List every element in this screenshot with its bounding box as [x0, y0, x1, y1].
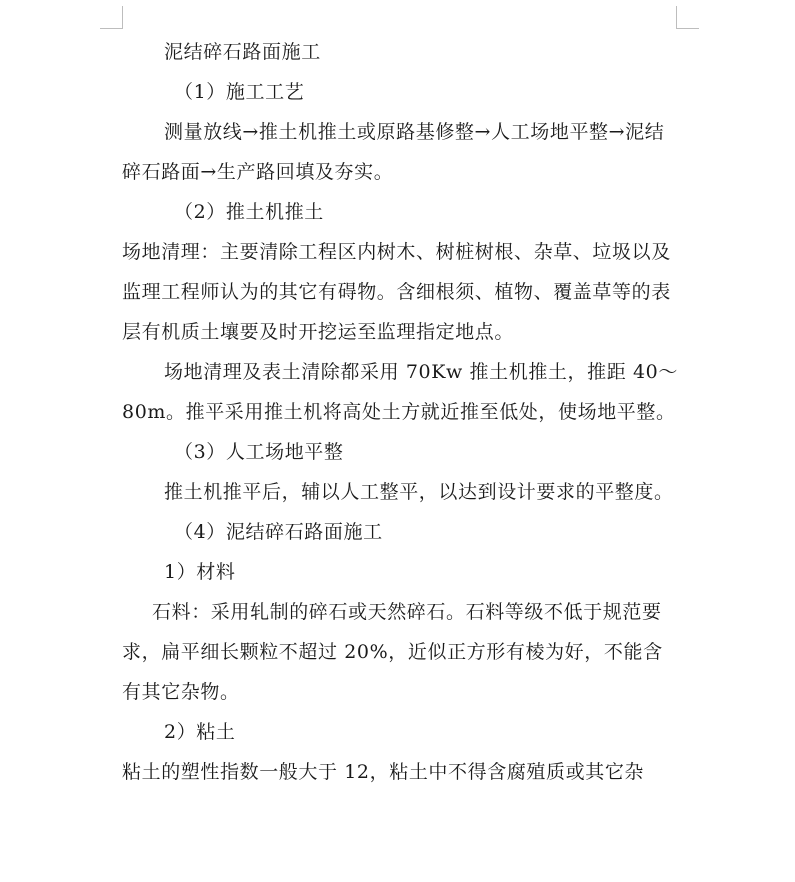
paragraph-site-clearing: 场地清理：主要清除工程区内树木、树桩树根、杂草、垃圾以及监理工程师认为的其它有碍物。含细根须、植物、覆盖草等的表层有机质土壤要及时开挖运至监理指定地点。 — [122, 241, 671, 343]
paragraph-clay-spec: 粘土的塑性指数一般大于 12，粘土中不得含腐殖质或其它杂 — [122, 761, 645, 783]
paragraph-bulldozer: 场地清理及表土清除都采用 70Kw 推土机推土，推距 40～80m。推平采用推土机将高处土方就近推至低处，使场地平整。 — [122, 361, 678, 423]
paragraph-subheading-4: （4）泥结碎石路面施工 — [174, 521, 383, 543]
paragraph-materials-heading: 1）材料 — [164, 561, 236, 583]
document-body[interactable] — [122, 32, 682, 792]
margin-corner-mark-left — [100, 6, 123, 29]
paragraph-heading-1: 泥结碎石路面施工 — [164, 41, 321, 63]
paragraph-clay-heading: 2）粘土 — [164, 721, 236, 743]
paragraph-subheading-2: （2）推土机推土 — [174, 201, 324, 223]
paragraph-manual-leveling: 推土机推平后，辅以人工整平，以达到设计要求的平整度。 — [164, 481, 674, 503]
paragraph-subheading-1: （1）施工工艺 — [174, 81, 305, 103]
paragraph-subheading-3: （3）人工场地平整 — [174, 441, 344, 463]
paragraph-process-flow: 测量放线→推土机推土或原路基修整→人工场地平整→泥结碎石路面→生产路回填及夯实。 — [122, 121, 665, 183]
paragraph-stone-material: 石料：采用轧制的碎石或天然碎石。石料等级不低于规范要求，扁平细长颗粒不超过 20%，近似正方形有棱为好，不能含有其它杂物。 — [122, 601, 663, 703]
margin-corner-mark-right — [676, 6, 699, 29]
